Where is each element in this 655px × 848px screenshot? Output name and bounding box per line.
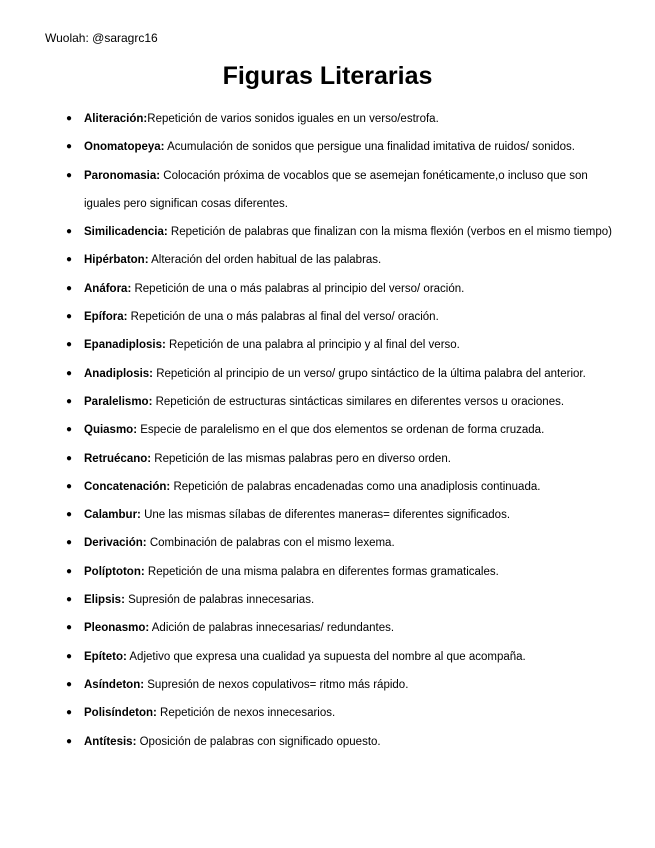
list-item	[0, 643, 655, 671]
term-definition: Repetición de una o más palabras al principio del verso/ oración.	[131, 282, 465, 295]
bullet-icon: ●	[66, 113, 73, 124]
bullet-icon: ●	[66, 254, 73, 266]
list-item	[0, 671, 655, 699]
term-definition: Supresión de nexos copulativos= ritmo más rápido.	[144, 678, 409, 691]
bullet-icon: ●	[66, 424, 73, 436]
list-item	[0, 529, 655, 557]
page-title: Figuras Literarias	[222, 62, 433, 90]
list-item	[0, 360, 655, 388]
list-item	[0, 275, 655, 303]
list-item	[0, 586, 655, 614]
term-definition: Repetición de una palabra al principio y al final del verso.	[165, 339, 460, 352]
term-definition: Alteración del orden habitual de las palabras.	[148, 254, 382, 267]
bullet-icon: ●	[66, 452, 73, 464]
term-definition: Repetición de palabras encadenadas como una anadiplosis continuada.	[170, 480, 541, 493]
term-name: Quiasmo:	[84, 424, 138, 437]
term-name: Calambur:	[84, 509, 141, 522]
list-item	[0, 388, 655, 416]
term-definition: Une las mismas sílabas de diferentes maneras= diferentes significados.	[140, 509, 511, 522]
bullet-icon: ●	[66, 594, 73, 606]
term-definition: Repetición de una misma palabra en diferentes formas gramaticales.	[144, 565, 499, 578]
term-name: Epíteto:	[84, 650, 127, 663]
term-name: Asíndeton:	[84, 678, 145, 691]
term-definition: Oposición de palabras con significado opuesto.	[136, 735, 381, 748]
list-item	[0, 558, 655, 586]
list-item	[0, 246, 655, 274]
term-definition: Repetición de palabras que finalizan con la misma flexión (verbos en el mismo tiempo)	[167, 226, 612, 239]
term-name: Anáfora:	[84, 282, 132, 295]
list-item	[0, 218, 655, 246]
list-item	[0, 416, 655, 444]
term-name: Aliteración:	[84, 113, 148, 125]
bullet-icon: ●	[66, 395, 73, 407]
bullet-icon: ●	[66, 537, 73, 549]
bullet-icon: ●	[66, 650, 73, 662]
term-definition: Repetición de varios sonidos iguales en un verso/estrofa.	[147, 113, 439, 125]
term-definition: Repetición al principio de un verso/ grupo sintáctico de la última palabra del anterior.	[153, 367, 586, 380]
bullet-icon: ●	[66, 480, 73, 492]
term-definition: Repetición de estructuras sintácticas similares en diferentes versos u oraciones.	[152, 395, 565, 408]
term-definition: Combinación de palabras con el mismo lexema.	[146, 537, 395, 550]
bullet-icon: ●	[66, 282, 73, 294]
list-item	[0, 331, 655, 359]
bullet-icon: ●	[66, 565, 73, 577]
term-name: Polisíndeton:	[84, 707, 157, 720]
term-name: Similicadencia:	[84, 226, 168, 239]
bullet-icon: ●	[66, 622, 73, 634]
term-name: Retruécano:	[84, 452, 152, 465]
term-definition: Colocación próxima de vocablos que se asemejan fonéticamente,o incluso que son iguales pero significan cosas diferentes.	[84, 169, 588, 210]
list-item	[0, 699, 655, 727]
term-name: Anadiplosis:	[84, 367, 154, 380]
list-item	[0, 105, 655, 133]
term-name: Antítesis:	[84, 735, 137, 748]
bullet-icon: ●	[66, 707, 73, 719]
term-name: Políptoton:	[84, 565, 145, 578]
term-definition: Adición de palabras innecesarias/ redundantes.	[149, 622, 395, 635]
list-item	[0, 445, 655, 473]
term-name: Hipérbaton:	[84, 254, 149, 267]
list-item	[0, 473, 655, 501]
term-name: Derivación:	[84, 537, 147, 550]
term-name: Paronomasia:	[84, 169, 161, 182]
figures-list	[0, 105, 655, 756]
term-definition: Repetición de nexos innecesarios.	[156, 707, 336, 720]
list-item	[0, 501, 655, 529]
term-name: Epanadiplosis:	[84, 339, 166, 352]
term-definition: Especie de paralelismo en el que dos elementos se ordenan de forma cruzada.	[137, 424, 545, 437]
bullet-icon: ●	[66, 735, 73, 747]
term-definition: Adjetivo que expresa una cualidad ya supuesta del nombre al que acompaña.	[126, 650, 526, 663]
term-definition: Repetición de una o más palabras al final del verso/ oración.	[127, 311, 439, 324]
term-definition: Repetición de las mismas palabras pero en diverso orden.	[151, 452, 451, 465]
list-item	[0, 728, 655, 756]
term-name: Paralelismo:	[84, 395, 153, 408]
bullet-icon: ●	[66, 339, 73, 351]
term-definition: Acumulación de sonidos que persigue una finalidad imitativa de ruidos/ sonidos.	[164, 141, 575, 154]
bullet-icon: ●	[66, 141, 73, 153]
list-item	[0, 133, 655, 161]
term-name: Epífora:	[84, 311, 128, 324]
term-name: Elipsis:	[84, 594, 125, 607]
bullet-icon: ●	[66, 678, 73, 690]
bullet-icon: ●	[66, 226, 73, 238]
bullet-icon: ●	[66, 169, 73, 181]
list-item	[0, 303, 655, 331]
term-name: Pleonasmo:	[84, 622, 150, 635]
bullet-icon: ●	[66, 509, 73, 521]
term-name: Onomatopeya:	[84, 141, 165, 154]
term-definition: Supresión de palabras innecesarias.	[124, 594, 315, 607]
bullet-icon: ●	[66, 311, 73, 323]
term-name: Concatenación:	[84, 480, 171, 493]
list-item	[0, 162, 655, 219]
bullet-icon: ●	[66, 367, 73, 379]
list-item	[0, 614, 655, 642]
watermark-text: Wuolah: @saragrc16	[45, 31, 158, 45]
